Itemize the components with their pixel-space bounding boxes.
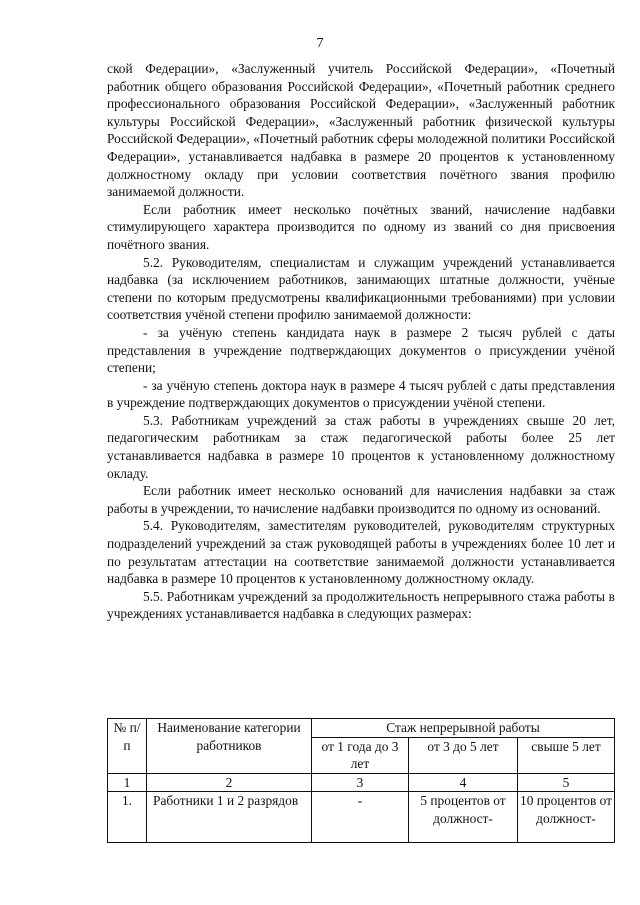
header-service-length: Стаж непрерывной работы [312,719,615,738]
header-1-3-years: от 1 года до 3 лет [312,737,409,773]
allowance-table [107,718,615,843]
column-number: 1 [108,773,147,792]
header-category: Наименование категории работников [147,719,312,774]
row-value-over-5: 10 процентов от должност- [518,792,615,843]
header-over-5-years: свыше 5 лет [518,737,615,773]
table-row [108,792,615,843]
paragraph: 5.3. Работникам учреждений за стаж работы в учреждениях свыше 20 лет, педагогическим работникам за стаж педагогической работы более 25 лет устанавливается надбавка в размере 10 процентов к установленному должностному окладу. [107,412,615,481]
column-number: 5 [518,773,615,792]
list-item: - за учёную степень доктора наук в размере 4 тысяч рублей с даты представления в учреждение подтверждающих документов о присуждении учёной степени. [107,377,615,411]
column-number: 3 [312,773,409,792]
row-value-3-5: 5 процентов от должност- [409,792,518,843]
paragraph: Если работник имеет несколько оснований для начисления надбавки за стаж работы в учреждении, то начисление надбавки производится по одному из оснований. [107,483,615,516]
header-3-5-years: от 3 до 5 лет [409,737,518,773]
paragraph: Если работник имеет несколько почётных званий, начисление надбавки стимулирующего характера производится по одному из званий со дня присвоения почётного звания. [107,201,615,252]
row-value-1-3: - [312,792,409,843]
paragraph: ской Федерации», «Заслуженный учитель Российской Федерации», «Почетный работник общего образования Российской Федерации», «Почетный работник среднего профессионального образования Российской Федерации», «Заслуженный работник культуры Российской Федерации», «Заслуженный работник физической культуры Российской Федерации», «Почетный работник сферы молодежной политики Российской Федерации», устанавливается надбавка в размере 20 процентов к установленному должностному окладу при условии соответствия почётного звания профилю занимаемой должности. [107,61,615,200]
column-number: 2 [147,773,312,792]
column-number: 4 [409,773,518,792]
paragraph: 5.4. Руководителям, заместителям руководителей, руководителям структурных подразделений учреждений за стаж руководящей работы в учреждениях более 10 лет и по результатам аттестации на соответствие занимаемой должности устанавливается надбавка в размере 10 процентов к установленному должностному окладу. [107,518,615,587]
header-number: № п/п [108,719,147,774]
paragraph: 5.2. Руководителям, специалистам и служащим учреждений устанавливается надбавка (за исключением работников, занимающих штатные должности, учёные степени по которым предусмотрены квалификационными требованиями) при условии соответствия учёной степени профилю занимаемой должности: [107,254,615,323]
row-number: 1. [108,792,147,843]
paragraph: 5.5. Работникам учреждений за продолжительность непрерывного стажа работы в учреждениях устанавливается надбавка в следующих размерах: [107,588,615,622]
column-number-row [108,773,615,792]
list-item: - за учёную степень кандидата наук в размере 2 тысяч рублей с даты представления в учреждение подтверждающих документов о присуждении учёной степени; [107,324,615,376]
document-body [107,60,615,623]
page-number: 7 [316,36,324,51]
row-category: Работники 1 и 2 разрядов [147,792,312,843]
